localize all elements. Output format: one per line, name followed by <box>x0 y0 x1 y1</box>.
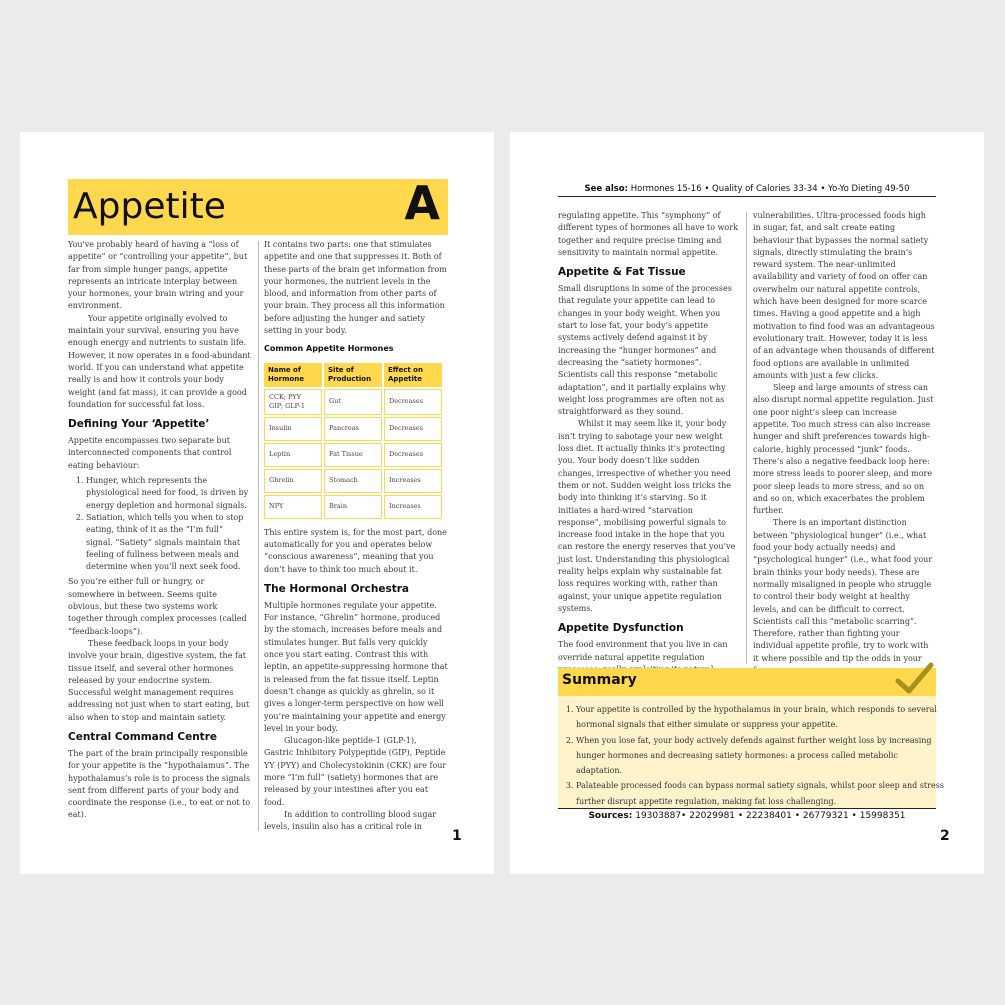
list-item: 1. Hunger, which represents the physiological need for food, is driven by energy depletion and hormonal signals. <box>86 475 252 512</box>
table-row <box>264 389 442 415</box>
summary-item: 1. Your appetite is controlled by the hypothalamus in your brain, which responds to several hormonal signals that either simulate or suppress your appetite. <box>576 702 944 733</box>
sources-label: Sources: <box>588 811 633 821</box>
paragraph: These feedback loops in your body involve your brain, digestive system, the fat tissue itself, and several other hormones released by your endocrine system. Successful weight management requires addressing not just when to start eating, but also when to stop and maintain satiety. <box>68 638 250 722</box>
appetite-components-list <box>68 475 252 573</box>
table-cell: Leptin <box>264 443 322 467</box>
paragraph: There is an important distinction between “physiological hunger” (i.e., what food your body actually needs) and “psychological hunger” (i.e., what food your brain thinks your body needs). These are normally misaligned in people who struggle to control their body weight at healthy levels, and can be difficult to correct. Scientists call this “metabolic scarring”. Therefore, rather than fighting your individual appetite profile, try to work with it where possible and tip the odds in your <box>753 518 933 663</box>
section-letter: A <box>404 176 440 230</box>
see-also-links: Hormones 15-16 • Quality of Calories 33-34 • Yo-Yo Dieting 49-50 <box>630 184 910 194</box>
summary-header <box>558 668 936 696</box>
table-cell: Fat Tissue <box>324 443 382 467</box>
table-cell: Decreases <box>384 417 442 441</box>
table-header: Site of Production <box>324 363 382 387</box>
list-item: 2. Satiation, which tells you when to stop eating, think of it as the “I’m full” signal. “Satiety” signals maintain that feeling of fullness between meals and determine when you’ll next seek food. <box>86 512 252 573</box>
table-cell: NPY <box>264 495 322 519</box>
page-title: Appetite <box>73 186 226 227</box>
heading-appetite-dysfunction: Appetite Dysfunction <box>558 622 684 635</box>
paragraph: Your appetite originally evolved to maintain your survival, ensuring you have enough energy and nutrients to sustain life. However, it now operates in a food-abundant world. If you can understand what appetite really is and how it controls your body weight (and fat mass), it can provide a good foundation for successful fat loss. <box>68 313 251 409</box>
summary-list <box>562 702 944 809</box>
paragraph: You've probably heard of having a “loss of appetite” or “controlling your appetite”, but far from simple hunger pangs, appetite represents an intricate interplay between your hormones, your brain wiring and your environment. <box>68 240 248 311</box>
page-1 <box>20 132 494 874</box>
page2-column-1 <box>558 210 738 676</box>
table-header: Effect on Appetite <box>384 363 442 387</box>
summary-title: Summary <box>562 672 637 688</box>
paragraph: In addition to controlling blood sugar levels, insulin also has a critical role in <box>264 809 437 832</box>
paragraph: Multiple hormones regulate your appetite. For instance, “Ghrelin” hormone, produced by the stomach, increases before meals and stimulates hunger. But falls very quickly once you start eating. Contrast this with leptin, an appetite-suppressing hormone that is released from the fat tissue itself. Leptin doesn’t change as quickly as ghrelin, so it gives a longer-term perspective on how well you’re maintaining your appetite and energy level in your body. <box>264 600 448 733</box>
table-header-row <box>264 363 442 387</box>
paragraph: So you’re either full or hungry, or somewhere in between. Seems quite obvious, but these two systems work together through complex processes (called “feedback-loops”). <box>68 577 247 636</box>
table-cell: Gut <box>324 389 382 415</box>
paragraph: Sleep and large amounts of stress can also disrupt normal appetite regulation. Just one poor night’s sleep can increase appetite. Too much stress can also increase hunger and shift preferences towards high-calorie, highly processed “junk” foods. There’s also a negative feedback loop here: more stress leads to poorer sleep, and more poor sleep leads to more stress, and so on and so on, which exacerbates the problem further. <box>753 383 934 516</box>
paragraph: The food environment that you live in can override natural appetite regulation <box>558 640 728 662</box>
table-cell: Decreases <box>384 443 442 467</box>
column-divider <box>258 241 259 831</box>
sources-line <box>558 811 936 821</box>
heading-defining-appetite: Defining Your ‘Appetite’ <box>68 418 210 431</box>
table-cell: Brain <box>324 495 382 519</box>
see-also-bar <box>558 184 936 197</box>
page1-column-1 <box>68 239 252 822</box>
paragraph: Small disruptions in some of the processes that regulate your appetite can lead to changes in your body weight. When you start to lose fat, your body’s appetite systems actively defend against it by increasing the “hunger hormones” and decreasing the “satiety hormones”. Scientists call this response “metabolic adaptation”, and it partially explains why weight loss programmes are often not as straightforward as they sound. <box>558 284 732 417</box>
table-cell: CCK; PYY GIP; GLP-1 <box>264 389 322 415</box>
paragraph: Appetite encompasses two separate but interconnected components that control eating behaviour: <box>68 436 232 470</box>
paragraph: The part of the brain principally responsible for your appetite is the “hypothalamus”. The hypothalamus’s role is to process the signals sent from different parts of your body and coordinate the response (i.e., to eat or not to eat). <box>68 748 251 820</box>
paragraph: It contains two parts: one that stimulates appetite and one that suppresses it. Both of these parts of the brain get information from your hormones, the nutrient levels in the blood, and information from other parts of your brain. They process all this information before adjusting the hunger and satiety setting in your body. <box>264 240 447 336</box>
sources-list: 19303887• 22029981 • 22238401 • 26779321 • 15998351 <box>635 811 906 821</box>
summary-box <box>558 668 944 809</box>
heading-central-command: Central Command Centre <box>68 730 217 743</box>
table-cell: Ghrelin <box>264 469 322 493</box>
page-number: 2 <box>940 828 950 844</box>
table-cell: Pancreas <box>324 417 382 441</box>
page1-column-2 <box>264 239 448 834</box>
table-row <box>264 443 442 467</box>
paragraph: Glucagon-like peptide-1 (GLP-1), Gastric Inhibitory Polypeptide (GIP), Peptide YY (PYY) and Cholecystokinin (CKK) are four more “I’m full” (satiety) hormones that are released by your intestines after you eat food. <box>264 736 447 807</box>
title-banner <box>68 176 448 235</box>
table-title: Common Appetite Hormones <box>264 344 394 354</box>
page-2 <box>510 132 984 874</box>
paragraph: vulnerabilities. Ultra-processed foods high in sugar, fat, and salt create eating behaviour that bypasses the normal satiety signals, directly stimulating the brain’s reward system. The near-unlimited availability and variety of food on offer can overwhelm our natural appetite controls, which have been designed for more scarce times. Having a good appetite and a high motivation to find food was an advantageous evolutionary trait. However, today it is less of an advantage when thousands of different food options are available in unlimited amounts with just a few clicks. <box>753 211 935 380</box>
paragraph: regulating appetite. This “symphony” of different types of hormones all have to work together and require precise timing and sensitivity to maintain normal appetite. <box>558 211 738 257</box>
table-cell: Stomach <box>324 469 382 493</box>
table-row <box>264 417 442 441</box>
table-cell: Insulin <box>264 417 322 441</box>
paragraph: This entire system is, for the most part, done automatically for you and operates below “conscious awareness”, meaning that you don’t have to think too much about it. <box>264 527 447 574</box>
table-cell: Increases <box>384 469 442 493</box>
paragraph: Whilst it may seem like it, your body isn’t trying to sabotage your new weight loss diet. It actually thinks it’s protecting you. Your body doesn’t like sudden changes, irrespective of whether you need them or not. Sudden weight loss tricks the body into thinking it’s starving. So it initiates a hard-wired “starvation response”, mobilising powerful signals to increase food intake in the hope that you can restore the energy reserves that you’ve just lost. Understanding this physiological reality helps explain why sustainable fat loss requires working with, rather than against, your unique appetite regulation systems. <box>558 419 736 613</box>
heading-hormonal-orchestra: The Hormonal Orchestra <box>264 582 410 595</box>
column-divider <box>746 212 747 664</box>
hormone-table <box>262 361 444 521</box>
page-number: 1 <box>452 828 462 844</box>
checkmark-icon <box>894 662 934 696</box>
page2-column-2 <box>753 210 935 677</box>
table-cell: Decreases <box>384 389 442 415</box>
see-also-label: See also: <box>584 184 629 194</box>
table-cell: Increases <box>384 495 442 519</box>
heading-appetite-fat-tissue: Appetite & Fat Tissue <box>558 266 686 279</box>
summary-item: 3. Palateable processed foods can bypass normal satiety signals, whilst poor sleep and stress further disrupt appetite regulation, making fat loss challenging. <box>576 778 944 809</box>
table-row <box>264 495 442 519</box>
table-header: Name of Hormone <box>264 363 322 387</box>
summary-item: 2. When you lose fat, your body actively defends against further weight loss by increasing hunger hormones and decreasing satiety hormones: a process called metabolic adaptation. <box>576 733 944 779</box>
table-row <box>264 469 442 493</box>
